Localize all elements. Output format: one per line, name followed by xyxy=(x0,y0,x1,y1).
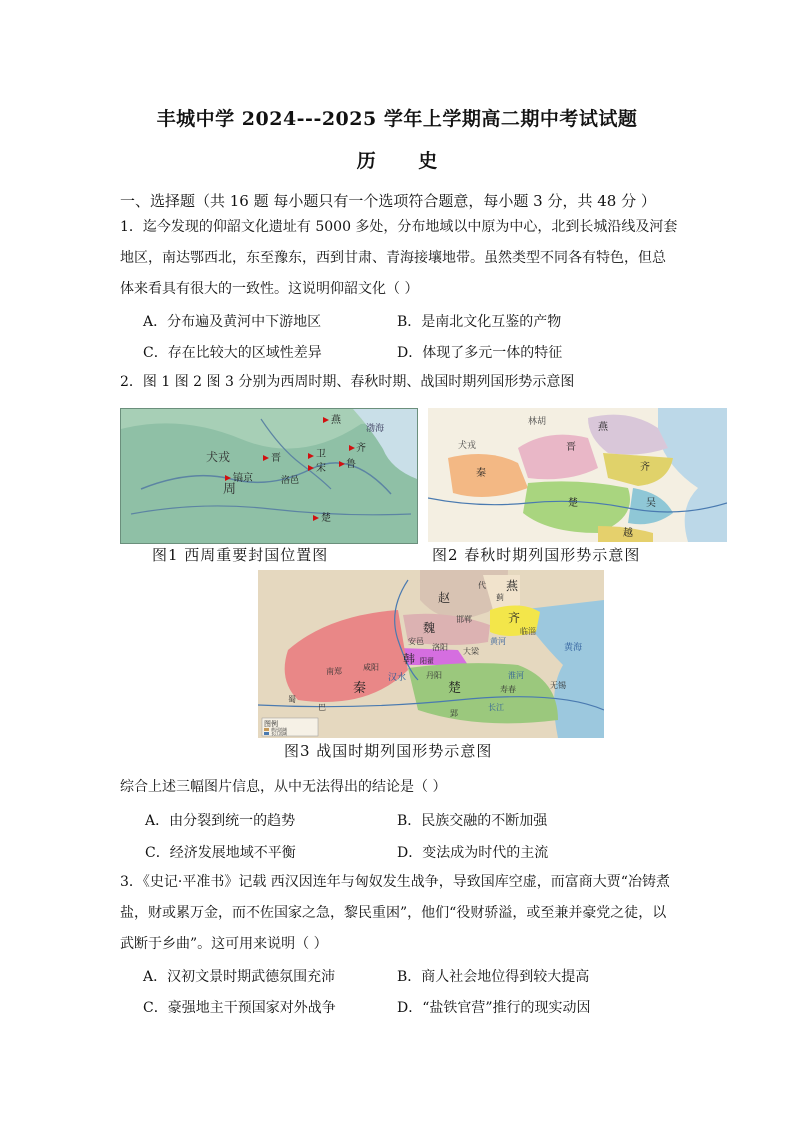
fig3-legend-title: 图例 xyxy=(264,720,278,728)
q1-option-c[interactable]: C．存在比较大的区域性差异 xyxy=(143,345,322,361)
q3-option-b[interactable]: B．商人社会地位得到较大提高 xyxy=(397,969,590,985)
question-2-followup: 综合上述三幅图片信息，从中无法得出的结论是（ ） xyxy=(120,779,447,795)
fig3-label-han: 韩 xyxy=(403,652,416,666)
fig1-label-wei: 卫 xyxy=(316,449,326,460)
question-3-line-1: 3．《史记·平准书》记载 西汉因连年与匈奴发生战争，导致国库空虚，而富商大贾“冶铸煮 xyxy=(120,874,670,890)
fig3-label-yangzhai: 阳翟 xyxy=(420,657,434,665)
fig1-label-quanrong: 犬戎 xyxy=(206,450,231,464)
figure-1-svg xyxy=(121,409,417,543)
fig1-label-jin: 晋 xyxy=(271,453,281,464)
question-1-line-2: 地区，南达鄂西北，东至豫东，西到甘肃、青海接壤地带。虽然类型不同各有特色，但总 xyxy=(120,250,666,266)
fig3-label-huaihe: 淮河 xyxy=(508,671,524,680)
question-1 xyxy=(120,212,680,305)
fig3-label-handan: 邯郸 xyxy=(456,615,472,624)
fig1-label-lu: 鲁 xyxy=(346,459,356,470)
fig3-label-linzi: 临淄 xyxy=(520,627,536,636)
q3-option-d[interactable]: D．“盐铁官营”推行的现实动因 xyxy=(397,1000,591,1016)
q2-option-d[interactable]: D．变法成为时代的主流 xyxy=(397,845,549,861)
q1-option-a[interactable]: A．分布遍及黄河中下游地区 xyxy=(143,314,322,330)
fig2-label-quanrong: 犬戎 xyxy=(458,441,477,451)
question-3-line-3: 武断于乡曲”。这可用来说明（ ） xyxy=(120,936,328,952)
fig2-label-qi: 齐 xyxy=(640,462,650,473)
fig1-label-song: 宋 xyxy=(316,463,326,474)
fig1-label-zhou: 周 xyxy=(223,482,237,497)
fig3-label-huanghai: 黄海 xyxy=(564,643,583,653)
fig3-label-ji: 蓟 xyxy=(496,593,504,602)
figure-3-svg xyxy=(258,570,604,738)
fig3-label-changjiang: 长江 xyxy=(488,703,504,712)
fig3-label-xianyang: 咸阳 xyxy=(363,663,379,672)
fig3-label-qin: 秦 xyxy=(353,681,367,696)
figure-2-caption: 图2 春秋时期列国形势示意图 xyxy=(432,546,641,564)
fig3-label-luoyang: 洛阳 xyxy=(432,643,448,652)
fig1-label-chu: 楚 xyxy=(321,513,331,524)
fig3-label-wuxi: 无锡 xyxy=(550,681,566,690)
fig2-label-jin: 晋 xyxy=(566,442,576,453)
fig3-label-anyi: 安邑 xyxy=(408,637,424,646)
question-3-line-2: 盐，财或累万金，而不佐国家之急，黎民重困”，他们“役财骄溢，或至兼并豪党之徒，以 xyxy=(120,905,667,921)
fig2-label-yan: 燕 xyxy=(598,422,608,433)
fig2-label-yue: 越 xyxy=(623,528,633,539)
q1-option-d[interactable]: D．体现了多元一体的特征 xyxy=(397,345,563,361)
fig3-label-zhao: 赵 xyxy=(438,591,451,605)
fig3-legend-changjiang: 长江流域 xyxy=(271,731,287,736)
q1-option-b[interactable]: B．是南北文化互鉴的产物 xyxy=(397,314,562,330)
figure-3-caption: 图3 战国时期列国形势示意图 xyxy=(284,742,493,760)
q3-option-a[interactable]: A．汉初文景时期武德氛围充沛 xyxy=(143,969,336,985)
question-3 xyxy=(120,867,680,960)
fig3-label-danyang: 丹阳 xyxy=(426,671,442,680)
fig1-label-luoyi: 洛邑 xyxy=(281,476,300,486)
fig3-label-shu: 蜀 xyxy=(288,695,296,704)
exam-title: 丰城中学 2024---2025 学年上学期高二期中考试试题 xyxy=(156,108,638,130)
fig3-label-ba: 巴 xyxy=(318,703,326,712)
fig3-label-ying: 郢 xyxy=(450,709,458,718)
fig1-label-qi: 齐 xyxy=(356,443,366,454)
question-1-line-3: 体来看具有很大的一致性。这说明仰韶文化（ ） xyxy=(120,281,419,297)
fig3-label-wei: 魏 xyxy=(423,621,436,635)
question-2-stem: 2．图 1 图 2 图 3 分别为西周时期、春秋时期、战国时期列国形势示意图 xyxy=(120,374,575,390)
fig3-label-chu: 楚 xyxy=(448,681,462,696)
fig2-label-linhu: 林胡 xyxy=(528,417,547,427)
fig1-label-haojing: 镐京 xyxy=(233,473,253,484)
fig3-label-huanghe: 黄河 xyxy=(490,637,506,646)
fig3-legend-huanghe: 黄河流域 xyxy=(271,727,287,732)
fig3-label-hanshui: 汉水 xyxy=(388,673,407,683)
fig3-label-dai: 代 xyxy=(478,581,486,590)
fig3-label-shouchun: 寿春 xyxy=(500,685,516,694)
figure-1-caption: 图1 西周重要封国位置图 xyxy=(152,546,329,564)
fig2-label-chu: 楚 xyxy=(568,498,578,509)
fig3-label-daliang: 大梁 xyxy=(463,647,479,656)
fig1-label-bohai: 渤海 xyxy=(366,424,385,434)
subject-title: 历 史 xyxy=(356,150,456,172)
section-heading: 一、选择题（共 16 题 每小题只有一个选项符合题意，每小题 3 分，共 48 分 ） xyxy=(120,192,656,210)
figure-3-map xyxy=(258,570,604,738)
q2-option-c[interactable]: C．经济发展地域不平衡 xyxy=(145,845,296,861)
fig3-label-qi: 齐 xyxy=(508,611,521,625)
fig2-label-qin: 秦 xyxy=(476,468,486,479)
figure-2-svg xyxy=(428,408,727,542)
question-1-line-1: 1．迄今发现的仰韶文化遗址有 5000 多处，分布地域以中原为中心，北到长城沿线及河套 xyxy=(120,219,678,235)
figure-1-map xyxy=(120,408,418,544)
q2-option-a[interactable]: A．由分裂到统一的趋势 xyxy=(145,813,296,829)
fig3-label-nanzheng: 南郑 xyxy=(326,667,342,676)
q2-option-b[interactable]: B．民族交融的不断加强 xyxy=(397,813,548,829)
fig1-label-yan: 燕 xyxy=(331,415,341,426)
figure-2-map xyxy=(428,408,727,542)
fig2-label-wu: 吴 xyxy=(646,498,656,509)
q3-option-c[interactable]: C．豪强地主干预国家对外战争 xyxy=(143,1000,336,1016)
fig3-label-yan: 燕 xyxy=(506,579,519,593)
